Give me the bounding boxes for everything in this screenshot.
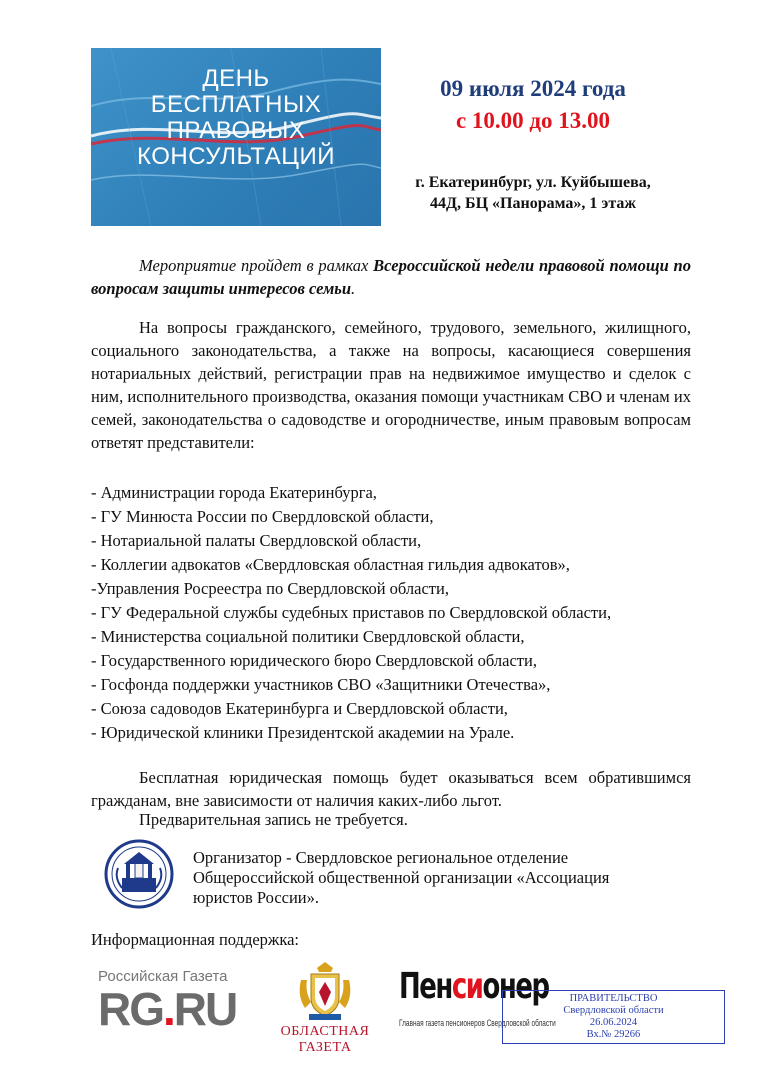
representative-item: - Союза садоводов Екатеринбурга и Свердловской области, bbox=[91, 699, 508, 718]
coat-of-arms-icon bbox=[297, 962, 353, 1022]
lawyers-association-logo bbox=[104, 838, 174, 910]
event-banner bbox=[91, 48, 381, 226]
stamp-line-1: ПРАВИТЕЛЬСТВО bbox=[569, 993, 658, 1004]
rg-end: RU bbox=[173, 983, 237, 1035]
rg-big-text bbox=[98, 982, 236, 1036]
address-line-1: г. Екатеринбург, ул. Куйбышева, bbox=[415, 174, 651, 191]
event-address bbox=[388, 172, 678, 214]
rossiyskaya-gazeta-logo bbox=[98, 968, 248, 1038]
representatives-list bbox=[91, 481, 691, 745]
representative-item: - Администрации города Екатеринбурга, bbox=[91, 483, 377, 502]
event-date: 09 июля 2024 года bbox=[440, 76, 626, 101]
oblastnaya-line-2: ГАЗЕТА bbox=[298, 1040, 352, 1055]
representative-item: - Министерства социальной политики Свердловской области, bbox=[91, 627, 525, 646]
address-line-2: 44Д, БЦ «Панорама», 1 этаж bbox=[430, 195, 636, 212]
representative-item: - ГУ Минюста России по Свердловской области, bbox=[91, 507, 434, 526]
representative-item: - Нотариальной палаты Свердловской области, bbox=[91, 531, 422, 550]
representative-item: - Государственного юридического бюро Свердловской области, bbox=[91, 651, 537, 670]
main-paragraph: На вопросы гражданского, семейного, трудового, земельного, жилищного, социального законодательства, а также на вопросы, касающиеся совершения нотариальных действий, регистрации прав на недвижимое имущество и сделок с ним, исполнительного производства, оказания помощи участникам СВО и членам их семей, законодательства о садоводстве и огородничестве, иным правовым вопросам ответят представители: bbox=[91, 318, 691, 452]
registration-stamp bbox=[502, 990, 725, 1044]
representative-item: - Коллегии адвокатов «Свердловская областная гильдия адвокатов», bbox=[91, 555, 570, 574]
oblastnaya-line-1: ОБЛАСТНАЯ bbox=[280, 1024, 370, 1039]
banner-line-3: ПРАВОВЫХ bbox=[166, 117, 306, 144]
banner-line-1: ДЕНЬ bbox=[202, 65, 270, 92]
banner-title bbox=[91, 66, 381, 170]
oblastnaya-text bbox=[275, 1024, 375, 1056]
event-time: с 10.00 до 13.00 bbox=[455, 108, 611, 133]
organizer-text: Организатор - Свердловское региональное отделение Общероссийской общественной организации «Ассоциация юристов России». bbox=[193, 848, 610, 907]
representative-item: - ГУ Федеральной службы судебных приставов по Свердловской области, bbox=[91, 603, 612, 622]
banner-line-2: БЕСПЛАТНЫХ bbox=[150, 91, 322, 118]
stamp-line-4: Вх.№ 29266 bbox=[586, 1029, 641, 1040]
intro-paragraph bbox=[91, 254, 691, 300]
intro-prefix: Мероприятие пройдет в рамках bbox=[139, 256, 374, 275]
representative-item: - Юридической клиники Президентской академии на Урале. bbox=[91, 723, 515, 742]
rg-dot: . bbox=[163, 983, 174, 1035]
rg-top-text: Российская Газета bbox=[98, 968, 228, 985]
pensioner-part-a: Пен bbox=[399, 966, 452, 1007]
free-help-paragraph: Бесплатная юридическая помощь будет оказываться всем обратившимся гражданам, вне зависимости от наличия каких-либо льгот. bbox=[91, 768, 691, 810]
intro-bold: Всероссийской недели правовой помощи по вопросам защиты интересов семьи bbox=[91, 256, 691, 298]
stamp-line-2: Свердловской области bbox=[563, 1005, 664, 1016]
stamp-line-3: 26.06.2024 bbox=[589, 1017, 638, 1028]
info-support-heading: Информационная поддержка: bbox=[91, 930, 299, 949]
representative-item: -Управления Росреестра по Свердловской области, bbox=[91, 579, 449, 598]
no-registration-note: Предварительная запись не требуется. bbox=[139, 810, 408, 829]
representative-item: - Госфонда поддержки участников СВО «Защитники Отечества», bbox=[91, 675, 551, 694]
banner-line-4: КОНСУЛЬТАЦИЙ bbox=[137, 143, 335, 170]
oblastnaya-gazeta-logo bbox=[275, 962, 375, 1062]
intro-suffix: . bbox=[351, 279, 356, 298]
pensioner-part-b: си bbox=[451, 966, 483, 1007]
rg-main: RG bbox=[98, 983, 163, 1035]
pensioner-subtitle: Главная газета пенсионеров Свердловской области bbox=[399, 1018, 556, 1028]
pensioner-part-c: онер bbox=[482, 966, 549, 1007]
